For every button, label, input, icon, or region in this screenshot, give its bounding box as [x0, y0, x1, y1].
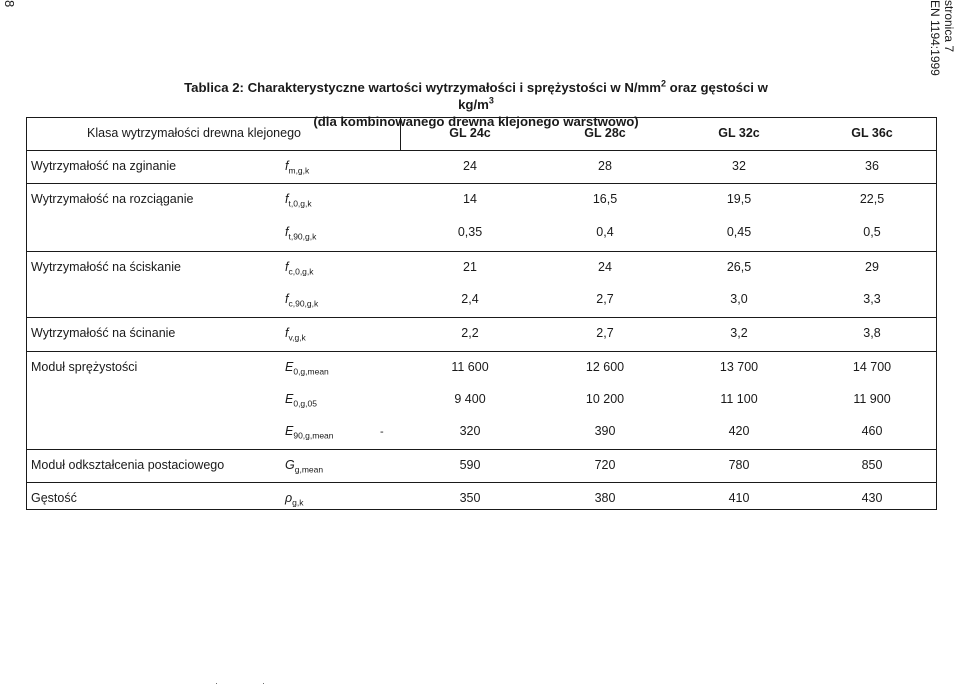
symbol-letter: f: [285, 260, 289, 274]
symbol-letter: G: [285, 458, 295, 472]
value-cell: 410: [728, 491, 750, 505]
symbol-subscript: c,0,g,k: [288, 266, 314, 277]
title-sup-m3: 3: [488, 95, 494, 106]
value-cell: 11 100: [720, 392, 758, 406]
table-row: [27, 150, 936, 183]
symbol-subscript: t,0,g,k: [288, 198, 312, 209]
symbol-subscript: 0,g,05: [293, 398, 317, 409]
value-cell: 2,2: [461, 326, 479, 340]
table-row: [27, 351, 936, 384]
symbol-subscript: c,90,g,k: [288, 298, 319, 309]
table-row: [27, 482, 936, 515]
table-row: [27, 449, 936, 482]
symbol-letter: f: [285, 225, 289, 239]
running-header: [922, 0, 956, 80]
value-cell: 380: [594, 491, 616, 505]
table-row: [27, 317, 936, 350]
column-divider: [400, 118, 401, 150]
table-row: [27, 284, 936, 317]
table-row: [27, 384, 936, 417]
symbol-subscript: v,g,k: [288, 332, 306, 343]
value-cell: 420: [728, 424, 750, 438]
row-symbol: [285, 384, 317, 417]
value-cell: 0,5: [863, 225, 881, 239]
value-cell: 24: [463, 159, 477, 173]
value-cell: 11 900: [853, 392, 891, 406]
value-cell: 28: [598, 159, 612, 173]
value-cell: 0,45: [726, 225, 752, 239]
scan-mark: ·: [215, 678, 218, 688]
value-cell: 0,35: [457, 225, 483, 239]
running-header-page: stronica 7: [942, 0, 956, 53]
row-label: Moduł odkształcenia postaciowego: [31, 458, 225, 472]
value-cell: 12 600: [585, 360, 625, 374]
row-symbol: [285, 450, 323, 483]
running-header-standard: EN 1194:1999: [928, 0, 942, 76]
row-label: Gęstość: [31, 491, 77, 505]
value-cell: 22,5: [859, 192, 885, 206]
value-cell: 26,5: [726, 260, 752, 274]
symbol-letter: f: [285, 192, 289, 206]
value-cell: 2,7: [596, 326, 614, 340]
row-symbol: [285, 318, 306, 351]
value-cell: 350: [459, 491, 481, 505]
properties-table: [26, 117, 937, 510]
value-cell: 32: [732, 159, 746, 173]
value-cell: 11 600: [451, 360, 489, 374]
value-cell: 390: [594, 424, 616, 438]
symbol-letter: f: [285, 159, 289, 173]
table-row: [27, 416, 936, 449]
symbol-subscript: 0,g,mean: [293, 366, 329, 377]
value-cell: 14: [463, 192, 477, 206]
row-symbol: [285, 184, 312, 217]
scan-mark: ·: [262, 678, 265, 688]
header-class-1: GL 28c: [584, 126, 626, 140]
row-label: Wytrzymałość na rozciąganie: [31, 192, 194, 206]
symbol-letter: E: [285, 360, 294, 374]
symbol-subscript: m,g,k: [288, 165, 310, 176]
title-text-a: Tablica 2: Charakterystyczne wartości wytrzymałości i sprężystości w N/mm: [184, 80, 661, 95]
table-row: [27, 217, 936, 250]
stray-dash: -: [380, 426, 384, 438]
row-symbol: [285, 284, 318, 317]
value-cell: 9 400: [454, 392, 486, 406]
value-cell: 16,5: [592, 192, 618, 206]
header-class-3: GL 36c: [851, 126, 893, 140]
value-cell: 780: [728, 458, 750, 472]
row-symbol: [285, 151, 309, 184]
value-cell: 2,4: [461, 292, 479, 306]
row-symbol: [285, 483, 304, 516]
table-row: [27, 251, 936, 284]
value-cell: 3,8: [863, 326, 881, 340]
symbol-letter: ρ: [285, 491, 293, 505]
header-label: Klasa wytrzymałości drewna klejonego: [87, 126, 301, 140]
value-cell: 720: [594, 458, 616, 472]
value-cell: 10 200: [585, 392, 625, 406]
symbol-subscript: g,k: [292, 497, 304, 508]
title-text-b: oraz gęstości w kg/m: [458, 80, 768, 112]
value-cell: 0,4: [596, 225, 614, 239]
value-cell: 14 700: [852, 360, 892, 374]
page-number: 8: [2, 0, 17, 8]
value-cell: 460: [861, 424, 883, 438]
table-row: [27, 183, 936, 216]
value-cell: 29: [865, 260, 879, 274]
symbol-letter: E: [285, 392, 294, 406]
row-label: Moduł sprężystości: [31, 360, 138, 374]
value-cell: 36: [865, 159, 879, 173]
row-label: Wytrzymałość na ściskanie: [31, 260, 181, 274]
title-sup-mm: 2: [661, 78, 667, 89]
value-cell: 590: [459, 458, 481, 472]
value-cell: 3,3: [863, 292, 881, 306]
value-cell: 13 700: [719, 360, 759, 374]
value-cell: 430: [861, 491, 883, 505]
row-label: Wytrzymałość na zginanie: [31, 159, 177, 173]
value-cell: 3,2: [730, 326, 748, 340]
value-cell: 19,5: [726, 192, 752, 206]
row-symbol: [285, 252, 314, 285]
header-class-2: GL 32c: [718, 126, 760, 140]
value-cell: 3,0: [730, 292, 748, 306]
symbol-subscript: g,mean: [294, 464, 324, 475]
value-cell: 850: [861, 458, 883, 472]
symbol-letter: f: [285, 326, 289, 340]
value-cell: 320: [459, 424, 481, 438]
row-symbol: [285, 352, 329, 385]
row-symbol: [285, 416, 334, 449]
row-label: Wytrzymałość na ścinanie: [31, 326, 176, 340]
symbol-subscript: t,90,g,k: [288, 231, 317, 242]
table-header-row: [27, 118, 936, 151]
table-title-line2: (dla kombinowanego drewna klejonego warstwowo): [313, 114, 639, 129]
header-class-0: GL 24c: [449, 126, 491, 140]
value-cell: 21: [463, 260, 477, 274]
table-title-line1: [170, 79, 782, 113]
row-symbol: [285, 217, 316, 250]
symbol-letter: f: [285, 292, 289, 306]
symbol-subscript: 90,g,mean: [293, 430, 334, 441]
value-cell: 2,7: [596, 292, 614, 306]
symbol-letter: E: [285, 424, 294, 438]
value-cell: 24: [598, 260, 612, 274]
